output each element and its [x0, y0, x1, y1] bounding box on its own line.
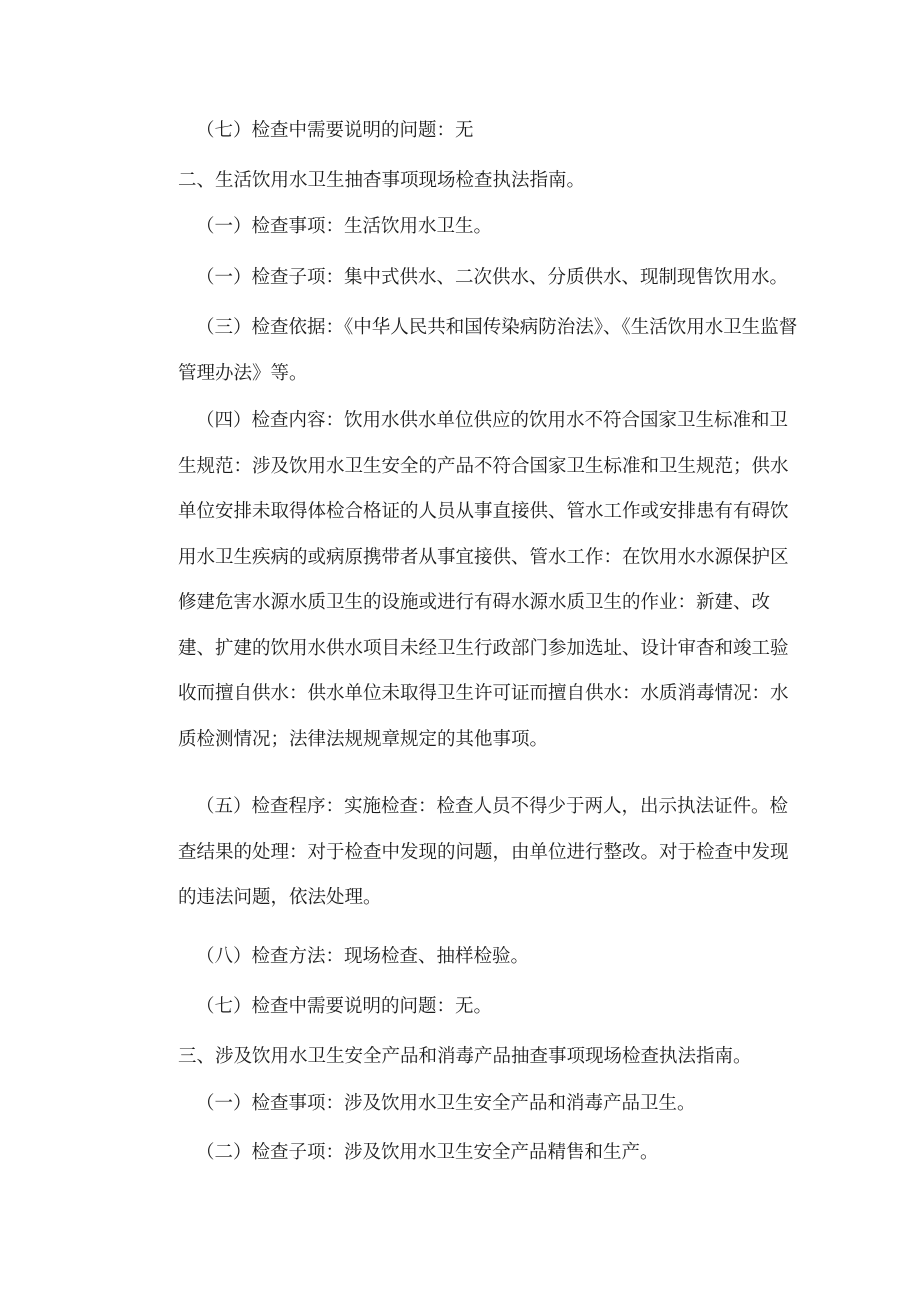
paragraph-5-inspection-procedure: （五）检查程序：实施检查：检查人员不得少于两人，出示执法证件。检查结果的处理：对于检查中发现的问题，由单位进行整改。对于检查中发现的违法问题，依法处理。	[178, 796, 789, 908]
paragraph-1-inspection-item: （一）检查事项：生活饮用水卫生。	[196, 216, 493, 237]
paragraph-8-inspection-method: （八）检查方法：现场检查、抽样检验。	[196, 946, 530, 967]
paragraph-1-inspection-item-3: （一）检查事项：涉及饮用水卫生安全产品和消毒产品卫生。	[196, 1093, 696, 1114]
paragraph-7-notes-2: （七）检查中需要说明的问题：无。	[196, 996, 493, 1017]
paragraph-3-inspection-basis: （三）检查依据：《中华人民共和国传染病防治法》、《生活饮用水卫生监督管理办法》等。	[178, 317, 798, 384]
paragraph-2-inspection-subitem-3: （二）检查子项：涉及饮用水卫生安全产品精售和生产。	[196, 1142, 659, 1163]
section-heading-3: 三、涉及饮用水卫生安全产品和消毒产品抽查事项现场检查执法指南。	[178, 1046, 752, 1067]
paragraph-inspection-subitem: （一）检查子项：集中式供水、二次供水、分质供水、现制现售饮用水。	[196, 267, 789, 288]
paragraph-4-inspection-content: （四）检查内容：饮用水供水单位供应的饮用水不符合国家卫生标准和卫生规范：涉及饮用水卫生安全的产品不符合国家卫生标准和卫生规范；供水单位安排未取得体检合格证的人员从事直接供、管水工作或安排患有有碍饮用水卫生疾病的或病原携带者从事宜接供、管水工作：在饮用水水源保护区修建危害水源水质卫生的设施或进行有碍水源水质卫生的作业：新建、改建、扩建的饮用水供水项目未经卫生行政部门参加选址、设计审杳和竣工验收而擅自供水：供水单位未取得卫生许可证而擅自供水：水质消毒情况：水质检测情况；法律法规规章规定的其他事项。	[178, 410, 789, 750]
paragraph-7-notes: （七）检查中需要说明的问题：无	[196, 120, 474, 141]
section-heading-2: 二、生活饮用水卫生抽杳事项现场检查执法指南。	[178, 170, 586, 191]
